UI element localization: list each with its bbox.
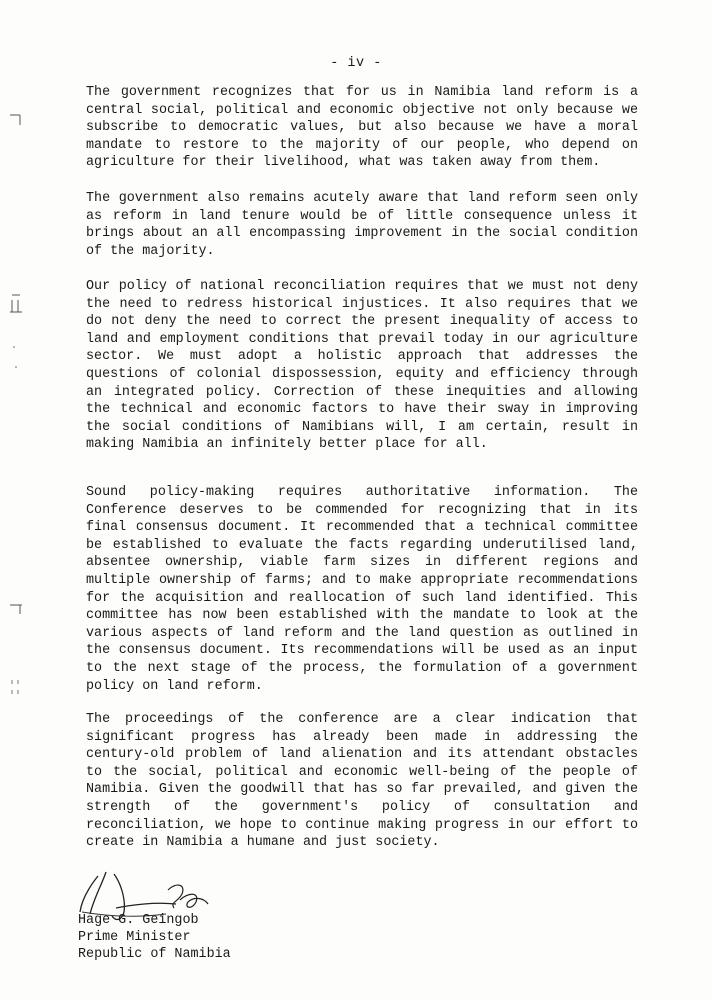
paragraph-policy-making: Sound policy-making requires authoritative information. The Conference deserves to be commended for recognizing that in its final consensus document. It recommended that a technical committee be established to evaluate the facts regarding underutilised land, absentee ownership, viable farm sizes in different regions and multiple ownership of farms; and to make appropriate recommendations for the acquisition and reallocation of such land identified. This committee has now been established with the mandate to look at the various aspects of land reform and the land question as outlined in the consensus document. Its recommendations will be used as an input to the next stage of the process, the formulation of a government policy on land reform. [86, 485, 638, 694]
signatory-name: Hage G. Geingob [78, 913, 199, 928]
paragraph-land-tenure: The government also remains acutely aware that land reform seen only as reform in land tenure would be of little consequence unless it brings about an all encompassing improvement in the social condition of the majority. [86, 191, 638, 259]
signatory-title: Prime Minister [78, 930, 191, 945]
margin-scan-marks [0, 0, 40, 1000]
page-number: - iv - [330, 56, 382, 71]
paragraph-conference-proceedings: The proceedings of the conference are a clear indication that significant progress has already been made in addressing the century-old problem of land alienation and its attendant obstacles to the social, political and economic well-being of the people of Namibia. Given the goodwill that has so far prevailed, and given the strength of the government's policy of consultation and reconciliation, we hope to continue making progress in our effort to create in Namibia a humane and just society. [86, 712, 638, 851]
signature-block [76, 868, 336, 988]
paragraph-national-reconciliation: Our policy of national reconciliation requires that we must not deny the need to redress historical injustices. It also requires that we do not deny the need to correct the present inequality of access to land and employment conditions that prevail today in our agriculture sector. We must adopt a holistic approach that addresses the questions of colonial dispossession, equity and efficiency through an integrated policy. Correction of these inequities and allowing the technical and economic factors to have their sway in improving the social conditions of Namibians will, I am certain, result in making Namibia an infinitely better place for all. [86, 279, 638, 453]
signatory-organization: Republic of Namibia [78, 947, 231, 962]
paragraph-land-reform-objective: The government recognizes that for us in Namibia land reform is a central social, political and economic objective not only because we subscribe to democratic values, but also because we have a moral mandate to restore to the majority of our people, who depend on agriculture for their livelihood, what was taken away from them. [86, 85, 638, 171]
